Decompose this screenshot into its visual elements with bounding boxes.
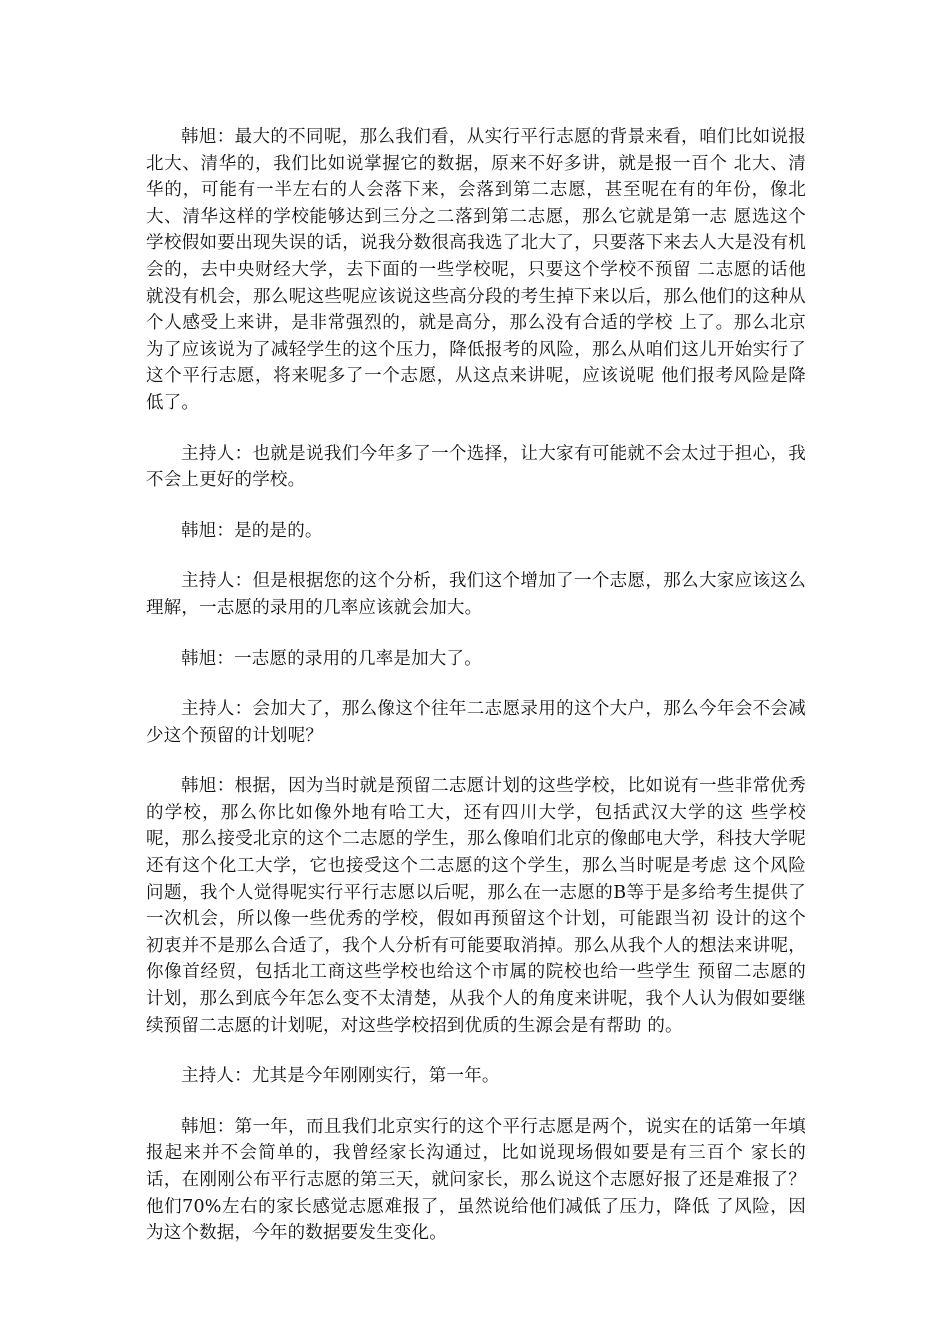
paragraph-9	[146, 1114, 806, 1247]
paragraph-2	[146, 441, 806, 494]
speaker-label: 韩旭：	[181, 1116, 235, 1137]
paragraph-6	[146, 696, 806, 749]
paragraph-4	[146, 568, 806, 621]
speaker-label: 主持人：	[181, 443, 253, 464]
paragraph-text: 最大的不同呢，那么我们看，从实行平行志愿的背景来看，咱们比如说报北大、清华的，我们比如说掌握它的数据，原来不好多讲，就是报一百个 北大、清华的，可能有一半左右的人会落下来，会落到第二志愿，甚至呢在有的年份，像北大、清华这样的学校能够达到三分之二落到第二志愿，那么它就是第一志 愿选这个学校假如要出现失误的话，说我分数很高我选了北大了，只要落下来去人大是没有机会的，去中央财经大学，去下面的一些学校呢，只要这个学校不预留 二志愿的话他就没有机会，那么呢这些呢应该说这些高分段的考生掉下来以后，那么他们的这种从个人感受上来讲，是非常强烈的，就是高分，那么没有合适的学校 上了。那么北京为了应该说为了减轻学生的这个压力，降低报考的风险，那么从咱们这儿开始实行了这个平行志愿，将来呢多了一个志愿，从这点来讲呢，应该说呢 他们报考风险是降低了。	[146, 127, 806, 413]
paragraph-1	[146, 124, 806, 417]
speaker-label: 韩旭：	[181, 520, 235, 541]
document-page	[146, 124, 806, 1271]
paragraph-text: 也就是说我们今年多了一个选择，让大家有可能就不会太过于担心，我不会上更好的学校。	[146, 443, 806, 491]
speaker-label: 主持人：	[181, 1066, 252, 1087]
paragraph-text: 是的是的。	[234, 520, 323, 541]
paragraph-text: 尤其是今年刚刚实行，第一年。	[251, 1066, 500, 1087]
speaker-label: 韩旭：	[181, 648, 235, 669]
speaker-label: 韩旭：	[181, 127, 235, 147]
paragraph-8	[146, 1063, 806, 1090]
paragraph-3	[146, 518, 806, 545]
paragraph-text: 会加大了，那么像这个往年二志愿录用的这个大户，那么今年会不会减少这个预留的计划呢？	[146, 699, 806, 746]
paragraph-text: 第一年，而且我们北京实行的这个平行志愿是两个，说实在的话第一年填报起来并不会简单的，我曾经家长沟通过，比如说现场假如要是有三百个 家长的话，在刚刚公布平行志愿的第三天，就问家长，那么说这个志愿好报了还是难报了？他们70%左右的家长感觉志愿难报了，虽然说给他们减低了压力，降低 了风险，因为这个数据，今年的数据要发生变化。	[146, 1116, 806, 1244]
paragraph-text: 但是根据您的这个分析，我们这个增加了一个志愿，那么大家应该这么理解，一志愿的录用的几率应该就会加大。	[146, 571, 806, 618]
speaker-label: 主持人：	[181, 571, 253, 592]
paragraph-text: 一志愿的录用的几率是加大了。	[234, 648, 482, 669]
paragraph-5	[146, 646, 806, 673]
paragraph-text: 根据，因为当时就是预留二志愿计划的这些学校，比如说有一些非常优秀的学校，那么你比如像外地有哈工大，还有四川大学，包括武汉大学的这 些学校呢，那么接受北京的这个二志愿的学生，那么像咱们北京的像邮电大学，科技大学呢还有这个化工大学，它也接受这个二志愿的这个学生，那么当时呢是考虑 这个风险问题，我个人觉得呢实行平行志愿以后呢，那么在一志愿的B等于是多给考生提供了一次机会，所以像一些优秀的学校，假如再预留这个计划，可能跟当初 设计的这个初衷并不是那么合适了，我个人分析有可能要取消掉。那么从我个人的想法来讲呢，你像首经贸，包括北工商这些学校也给这个市属的院校也给一些学生 预留二志愿的计划，那么到底今年怎么变不太清楚，从我个人的角度来讲呢，我个人认为假如要继续预留二志愿的计划呢，对这些学校招到优质的生源会是有帮助 的。	[146, 776, 806, 1036]
speaker-label: 韩旭：	[181, 776, 235, 797]
speaker-label: 主持人：	[181, 699, 253, 720]
paragraph-7	[146, 773, 806, 1039]
